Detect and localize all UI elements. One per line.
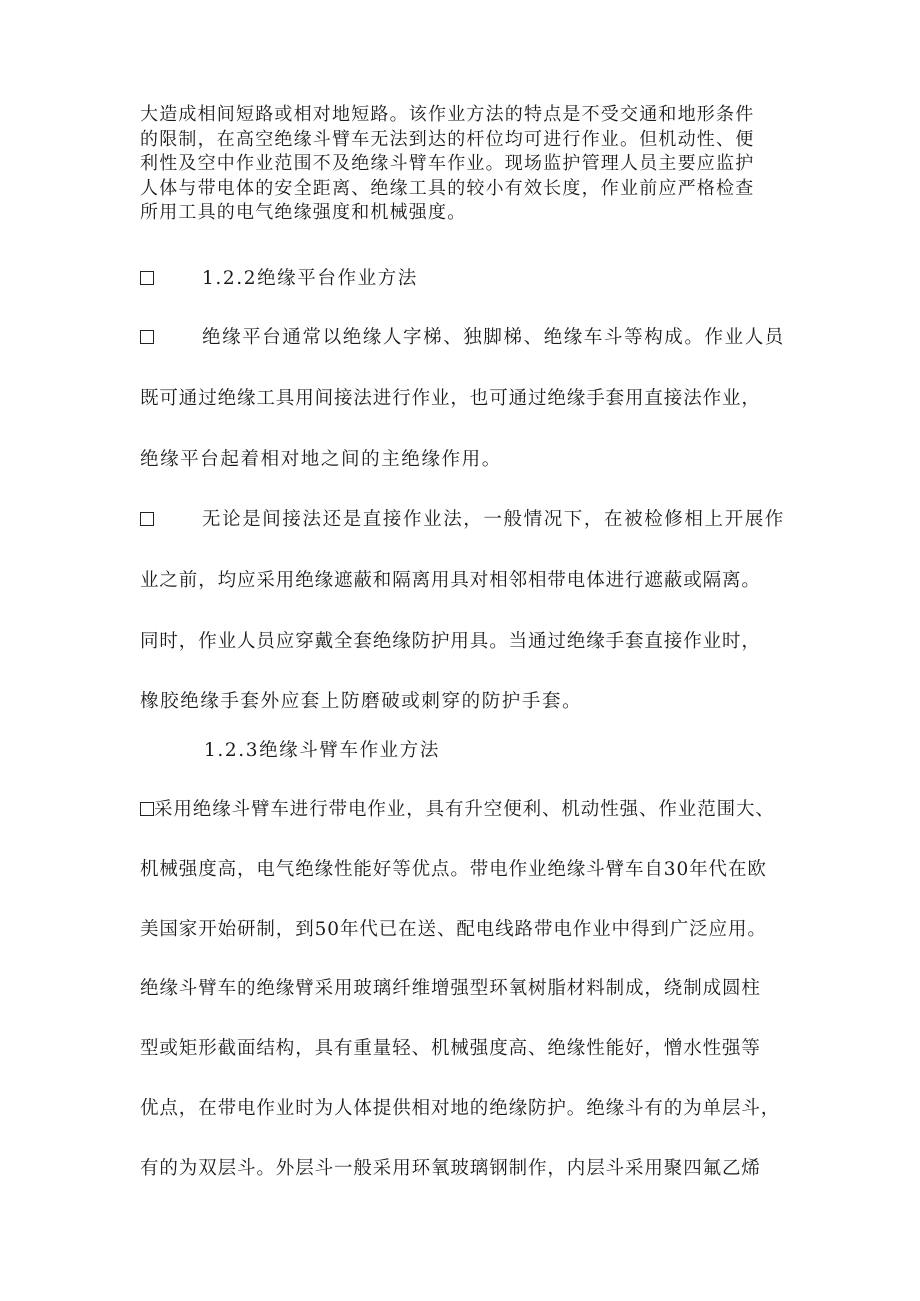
text-line: 所用工具的电气绝缘强度和机械强度。 [140,202,467,223]
text-line: 大造成相间短路或相对地短路。该作业方法的特点是不受交通和地形条件 [140,104,755,125]
text-line: 型或矩形截面结构，具有重量轻、机械强度高、绝缘性能好，憎水性强等 [140,1038,761,1059]
text-line: 人体与带电体的安全距离、绝缘工具的较小有效长度，作业前应严格检查 [140,177,755,199]
text-line: 绝缘平台通常以绝缘人字梯、独脚梯、绝缘车斗等构成。作业人员 [202,327,785,348]
text-line: 优点，在带电作业时为人体提供相对地的绝缘防护。绝缘斗有的为单层斗， [140,1098,781,1119]
text-line: 同时，作业人员应穿戴全套绝缘防护用具。当通过绝缘手套直接作业时， [140,631,761,652]
text-line: 橡胶绝缘手套外应套上防磨破或刺穿的防护手套。 [140,691,583,712]
text-line: 有的为双层斗。外层斗一般采用环氧玻璃钢制作，内层斗采用聚四氟乙烯 [140,1158,761,1179]
checkbox-glyph-icon [140,802,154,816]
text-line: 绝缘斗臂车的绝缘臂采用玻璃纤维增强型环氧树脂材料制成，绕制成圆柱 [140,978,761,999]
text-line: 美国家开始研制，到50年代已在送、配电线路带电作业中得到广泛应用。 [140,919,767,940]
section-heading-1-2-2 [140,266,800,292]
text-line: 采用绝缘斗臂车进行带电作业，具有升空便利、机动性强、作业范围大、 [154,799,775,820]
checkbox-glyph-icon [140,271,154,285]
paragraph-work-method-features [140,103,800,226]
paragraph-method-line-1 [140,507,800,533]
text-line: 业之前，均应采用绝缘遮蔽和隔离用具对相邻相带电体进行遮蔽或隔离。 [140,570,761,591]
text-line: 机械强度高，电气绝缘性能好等优点。带电作业绝缘斗臂车自30年代在欧 [140,859,767,880]
text-line: 无论是间接法还是直接作业法，一般情况下，在被检修相上开展作 [202,509,785,530]
text-line: 既可通过绝缘工具用间接法进行作业，也可通过绝缘手套用直接法作业， [140,388,761,409]
heading-text: 1.2.2绝缘平台作业方法 [202,268,418,289]
section-heading-1-2-3: 1.2.3绝缘斗臂车作业方法 [204,740,440,761]
checkbox-glyph-icon [140,512,154,526]
checkbox-glyph-icon [140,330,154,344]
paragraph-platform-line-1 [140,325,800,351]
text-line: 利性及空中作业范围不及绝缘斗臂车作业。现场监护管理人员主要应监护 [140,153,755,174]
paragraph-bucket-line-1 [140,797,800,823]
text-line: 绝缘平台起着相对地之间的主绝缘作用。 [140,449,502,470]
text-line: 的限制，在高空绝缘斗臂车无法到达的杆位均可进行作业。但机动性、便 [140,128,755,150]
